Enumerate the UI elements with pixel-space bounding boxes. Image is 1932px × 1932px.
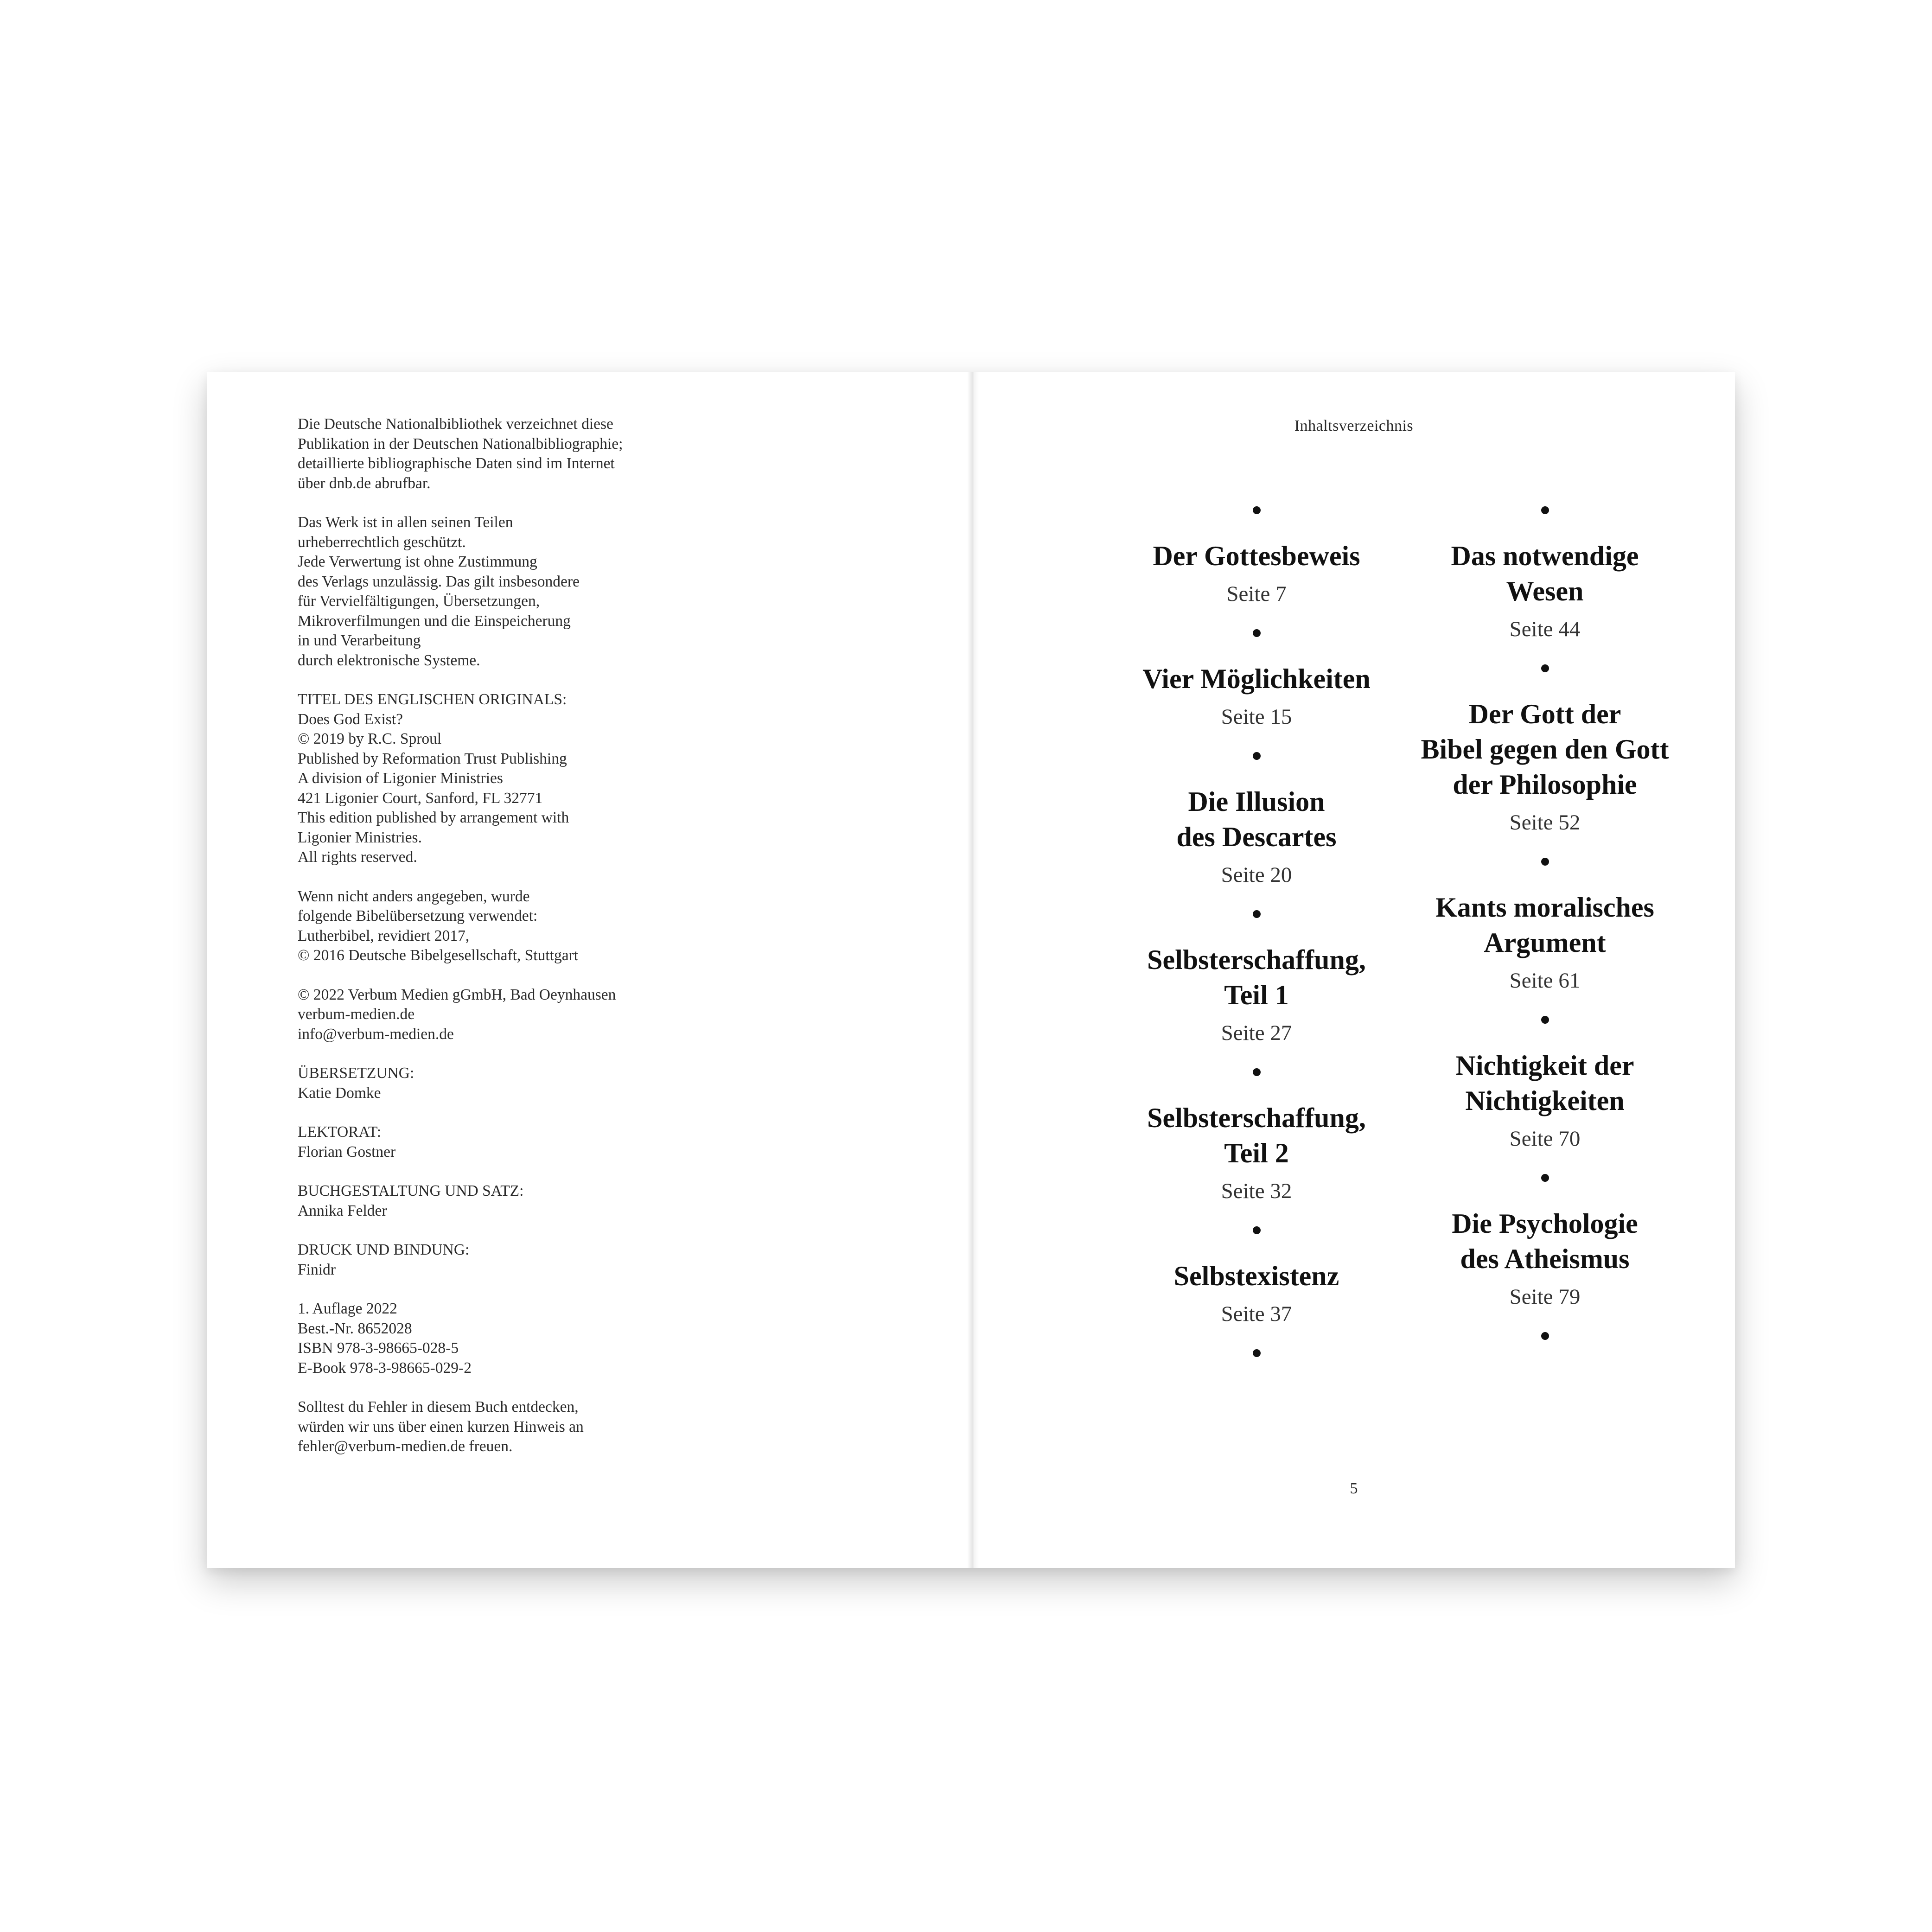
imprint-line: detaillierte bibliographische Daten sind im Internet — [298, 455, 615, 472]
imprint-line: Does God Exist? — [298, 710, 403, 728]
imprint-line: TITEL DES ENGLISCHEN ORIGINALS: — [298, 691, 567, 708]
imprint-line: BUCHGESTALTUNG UND SATZ: — [298, 1182, 524, 1199]
imprint-line: Jede Verwertung ist ohne Zustimmung — [298, 553, 537, 570]
imprint-line: Ligonier Ministries. — [298, 829, 422, 846]
page-number: 5 — [1350, 1480, 1358, 1497]
book-spread — [207, 372, 1735, 1568]
contents-entry[interactable] — [1451, 538, 1639, 643]
bullet-dot-icon — [1541, 1174, 1549, 1182]
contents-column-right — [1401, 506, 1689, 1340]
imprint-line: würden wir uns über einen kurzen Hinweis an — [298, 1418, 584, 1435]
contents-entry[interactable] — [1147, 1100, 1366, 1205]
contents-entry-page: Seite 70 — [1509, 1127, 1581, 1151]
imprint-line: Das Werk ist in allen seinen Teilen — [298, 514, 513, 531]
contents-entry-title: Kants moralisches Argument — [1435, 892, 1654, 958]
contents-entry-title: Die Illusion des Descartes — [1176, 786, 1337, 852]
imprint-line: 1. Auflage 2022 — [298, 1300, 397, 1317]
imprint-line: LEKTORAT: — [298, 1123, 382, 1141]
bullet-dot-icon — [1253, 506, 1261, 514]
imprint-block — [298, 1397, 900, 1457]
bullet-dot-icon — [1253, 1068, 1261, 1076]
imprint-line: E-Book 978-3-98665-029-2 — [298, 1359, 472, 1377]
contents-entry-title: Selbsterschaffung, Teil 1 — [1147, 944, 1366, 1010]
imprint-block — [298, 1064, 900, 1103]
imprint-text — [298, 414, 900, 1476]
imprint-line: in und Verarbeitung — [298, 632, 421, 649]
contents-page — [973, 372, 1735, 1568]
contents-entry-page: Seite 15 — [1221, 705, 1292, 729]
contents-entry-title: Der Gottesbeweis — [1153, 541, 1360, 571]
imprint-page — [207, 372, 970, 1568]
imprint-line: DRUCK UND BINDUNG: — [298, 1241, 470, 1258]
imprint-line: durch elektronische Systeme. — [298, 651, 480, 669]
bullet-dot-icon — [1541, 858, 1549, 866]
imprint-line: urheberrechtlich geschützt. — [298, 533, 466, 551]
bullet-dot-icon — [1541, 664, 1549, 672]
imprint-line: über dnb.de abrufbar. — [298, 474, 431, 492]
imprint-line: Florian Gostner — [298, 1143, 396, 1160]
bullet-dot-icon — [1253, 629, 1261, 637]
imprint-block — [298, 414, 900, 493]
contents-entry-title: Das notwendige Wesen — [1451, 541, 1639, 606]
bullet-dot-icon — [1541, 1332, 1549, 1340]
imprint-line: © 2016 Deutsche Bibelgesellschaft, Stuttgart — [298, 947, 579, 964]
imprint-block — [298, 1240, 900, 1280]
contents-entry-page: Seite 52 — [1509, 810, 1581, 835]
contents-entry[interactable] — [1421, 696, 1669, 836]
contents-entry[interactable] — [1153, 538, 1360, 608]
imprint-line: © 2022 Verbum Medien gGmbH, Bad Oeynhausen — [298, 986, 616, 1003]
contents-entry-title: Selbsterschaffung, Teil 2 — [1147, 1103, 1366, 1168]
imprint-line: Solltest du Fehler in diesem Buch entdecken, — [298, 1398, 579, 1416]
imprint-line: ÜBERSETZUNG: — [298, 1065, 414, 1082]
imprint-block — [298, 1181, 900, 1221]
imprint-line: Wenn nicht anders angegeben, wurde — [298, 887, 530, 905]
contents-entry-title: Nichtigkeit der Nichtigkeiten — [1455, 1050, 1634, 1116]
contents-entry[interactable] — [1456, 1048, 1634, 1153]
contents-entry[interactable] — [1142, 661, 1371, 731]
imprint-block — [298, 887, 900, 966]
bullet-dot-icon — [1541, 506, 1549, 514]
imprint-line: ISBN 978-3-98665-028-5 — [298, 1339, 459, 1357]
imprint-block — [298, 690, 900, 867]
imprint-line: Published by Reformation Trust Publishing — [298, 750, 567, 767]
contents-entry-title: Selbstexistenz — [1173, 1261, 1339, 1291]
imprint-line: folgende Bibelübersetzung verwendet: — [298, 907, 538, 925]
contents-entry-title: Der Gott der Bibel gegen den Gott der Philosophie — [1421, 699, 1669, 800]
contents-entry-page: Seite 44 — [1509, 617, 1581, 641]
imprint-line: Publikation in der Deutschen Nationalbibliographie; — [298, 435, 623, 453]
imprint-line: Best.-Nr. 8652028 — [298, 1320, 412, 1337]
contents-entry-page: Seite 61 — [1509, 969, 1581, 993]
contents-entry[interactable] — [1177, 784, 1337, 889]
bullet-dot-icon — [1253, 910, 1261, 918]
contents-entry-page: Seite 20 — [1221, 863, 1292, 887]
imprint-line: für Vervielfältigungen, Übersetzungen, — [298, 593, 540, 610]
imprint-line: des Verlags unzulässig. Das gilt insbesondere — [298, 573, 580, 590]
imprint-line: © 2019 by R.C. Sproul — [298, 730, 442, 747]
contents-entry[interactable] — [1435, 890, 1654, 995]
contents-entry[interactable] — [1174, 1258, 1339, 1328]
contents-entry-page: Seite 32 — [1221, 1179, 1292, 1203]
imprint-line: Mikroverfilmungen und die Einspeicherung — [298, 612, 571, 630]
contents-entry-page: Seite 7 — [1226, 582, 1287, 606]
imprint-line: Die Deutsche Nationalbibliothek verzeichnet diese — [298, 415, 613, 433]
bullet-dot-icon — [1253, 752, 1261, 760]
bullet-dot-icon — [1253, 1349, 1261, 1357]
imprint-line: A division of Ligonier Ministries — [298, 770, 503, 787]
imprint-line: This edition published by arrangement with — [298, 809, 569, 826]
imprint-line: info@verbum-medien.de — [298, 1025, 454, 1043]
book-gutter-shadow — [967, 372, 979, 1568]
contents-entry-title: Die Psychologie des Atheismus — [1452, 1208, 1638, 1274]
bullet-dot-icon — [1541, 1016, 1549, 1024]
contents-entry-page: Seite 37 — [1221, 1302, 1292, 1326]
bullet-dot-icon — [1253, 1226, 1261, 1234]
imprint-line: verbum-medien.de — [298, 1006, 415, 1023]
imprint-line: Katie Domke — [298, 1084, 381, 1102]
contents-heading: Inhaltsverzeichnis — [1294, 417, 1414, 434]
imprint-block — [298, 985, 900, 1045]
imprint-block — [298, 1299, 900, 1378]
imprint-line: All rights reserved. — [298, 848, 417, 866]
contents-entry-title: Vier Möglichkeiten — [1142, 663, 1371, 694]
contents-entry[interactable] — [1147, 942, 1366, 1047]
imprint-line: fehler@verbum-medien.de freuen. — [298, 1438, 513, 1455]
contents-column-left — [1113, 506, 1400, 1357]
imprint-block — [298, 1122, 900, 1162]
imprint-line: Lutherbibel, revidiert 2017, — [298, 927, 470, 944]
contents-entry-page: Seite 79 — [1509, 1285, 1581, 1309]
contents-entry[interactable] — [1452, 1206, 1638, 1311]
contents-entry-page: Seite 27 — [1221, 1021, 1292, 1045]
imprint-block — [298, 513, 900, 670]
imprint-line: Annika Felder — [298, 1202, 387, 1219]
imprint-line: 421 Ligonier Court, Sanford, FL 32771 — [298, 789, 543, 807]
imprint-line: Finidr — [298, 1261, 336, 1278]
